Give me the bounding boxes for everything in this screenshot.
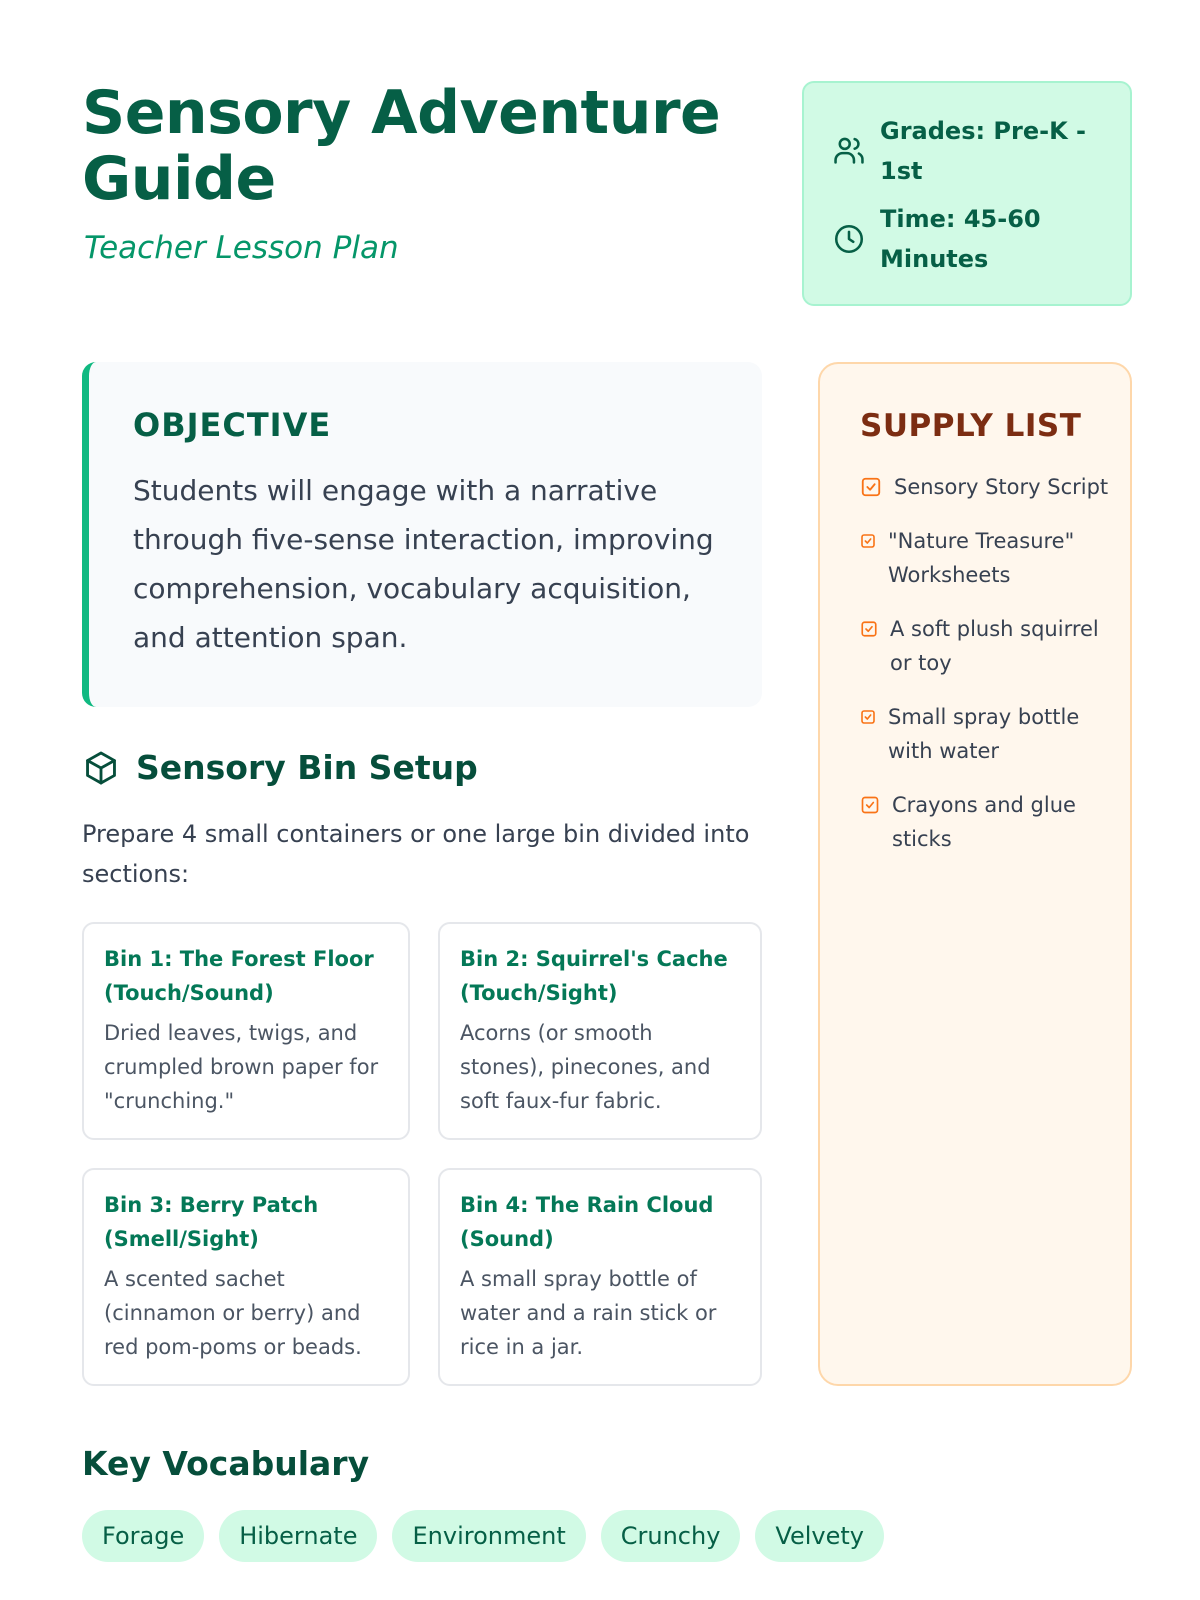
vocab-pill: Crunchy (601, 1510, 741, 1562)
supply-item (860, 612, 1110, 680)
supply-item-label: Sensory Story Script (894, 475, 1109, 499)
bin-setup-intro: Prepare 4 small containers or one large bin divided into sections: (82, 820, 750, 888)
checkbox-icon (860, 620, 878, 638)
page-title: Sensory Adventure Guide (82, 78, 721, 214)
clock-icon (832, 222, 866, 256)
vocabulary-pills (82, 1510, 899, 1562)
objective-text: Students will engage with a narrative through five-sense interaction, improving comprehension, vocabulary acquisition, and attention span. (133, 474, 714, 654)
bin-description: Dried leaves, twigs, and crumpled brown paper for "crunching." (104, 1021, 379, 1113)
bin-setup-title: Sensory Bin Setup (136, 748, 478, 787)
supply-item (860, 700, 1110, 768)
bin-card-4 (438, 1168, 762, 1386)
supply-item-label: Crayons and glue sticks (892, 793, 1076, 851)
supply-list-heading: SUPPLY LIST (860, 408, 1082, 444)
bin-title: Bin 1: The Forest Floor (Touch/Sound) (104, 947, 374, 1005)
vocabulary-heading: Key Vocabulary (82, 1444, 370, 1483)
bin-setup-heading (82, 748, 478, 787)
bin-card-3 (82, 1168, 410, 1386)
supply-list-panel (818, 362, 1132, 1386)
bin-title: Bin 4: The Rain Cloud (Sound) (460, 1193, 714, 1251)
supply-list (860, 470, 1110, 876)
supply-item-label: "Nature Treasure" Worksheets (888, 529, 1075, 587)
bin-description: Acorns (or smooth stones), pinecones, and soft faux-fur fabric. (460, 1021, 711, 1113)
objective-card (82, 362, 762, 707)
supply-item-label: Small spray bottle with water (888, 705, 1080, 763)
bin-card-2 (438, 922, 762, 1140)
supply-item (860, 788, 1110, 856)
vocab-pill: Hibernate (219, 1510, 377, 1562)
supply-item-label: A soft plush squirrel or toy (890, 617, 1099, 675)
bin-title: Bin 3: Berry Patch (Smell/Sight) (104, 1193, 319, 1251)
checkbox-icon (860, 533, 876, 549)
vocab-pill: Forage (82, 1510, 204, 1562)
vocab-pill: Velvety (755, 1510, 884, 1562)
bin-title: Bin 2: Squirrel's Cache (Touch/Sight) (460, 947, 728, 1005)
time-row (832, 199, 1110, 279)
supply-item (860, 524, 1110, 592)
box-icon (82, 749, 120, 787)
page-subtitle: Teacher Lesson Plan (84, 230, 399, 266)
checkbox-icon (860, 795, 880, 815)
time-text: Time: 45-60 Minutes (880, 205, 1041, 273)
bin-description: A scented sachet (cinnamon or berry) and red pom-poms or beads. (104, 1267, 362, 1359)
bin-card-1 (82, 922, 410, 1140)
users-icon (832, 134, 866, 168)
vocab-pill: Environment (392, 1510, 585, 1562)
checkbox-icon (860, 476, 882, 498)
objective-heading: OBJECTIVE (133, 406, 332, 444)
supply-item (860, 470, 1110, 504)
lesson-meta-box (802, 81, 1132, 306)
grades-row (832, 111, 1110, 191)
bin-description: A small spray bottle of water and a rain stick or rice in a jar. (460, 1267, 717, 1359)
grades-text: Grades: Pre-K - 1st (880, 117, 1087, 185)
checkbox-icon (860, 709, 876, 725)
